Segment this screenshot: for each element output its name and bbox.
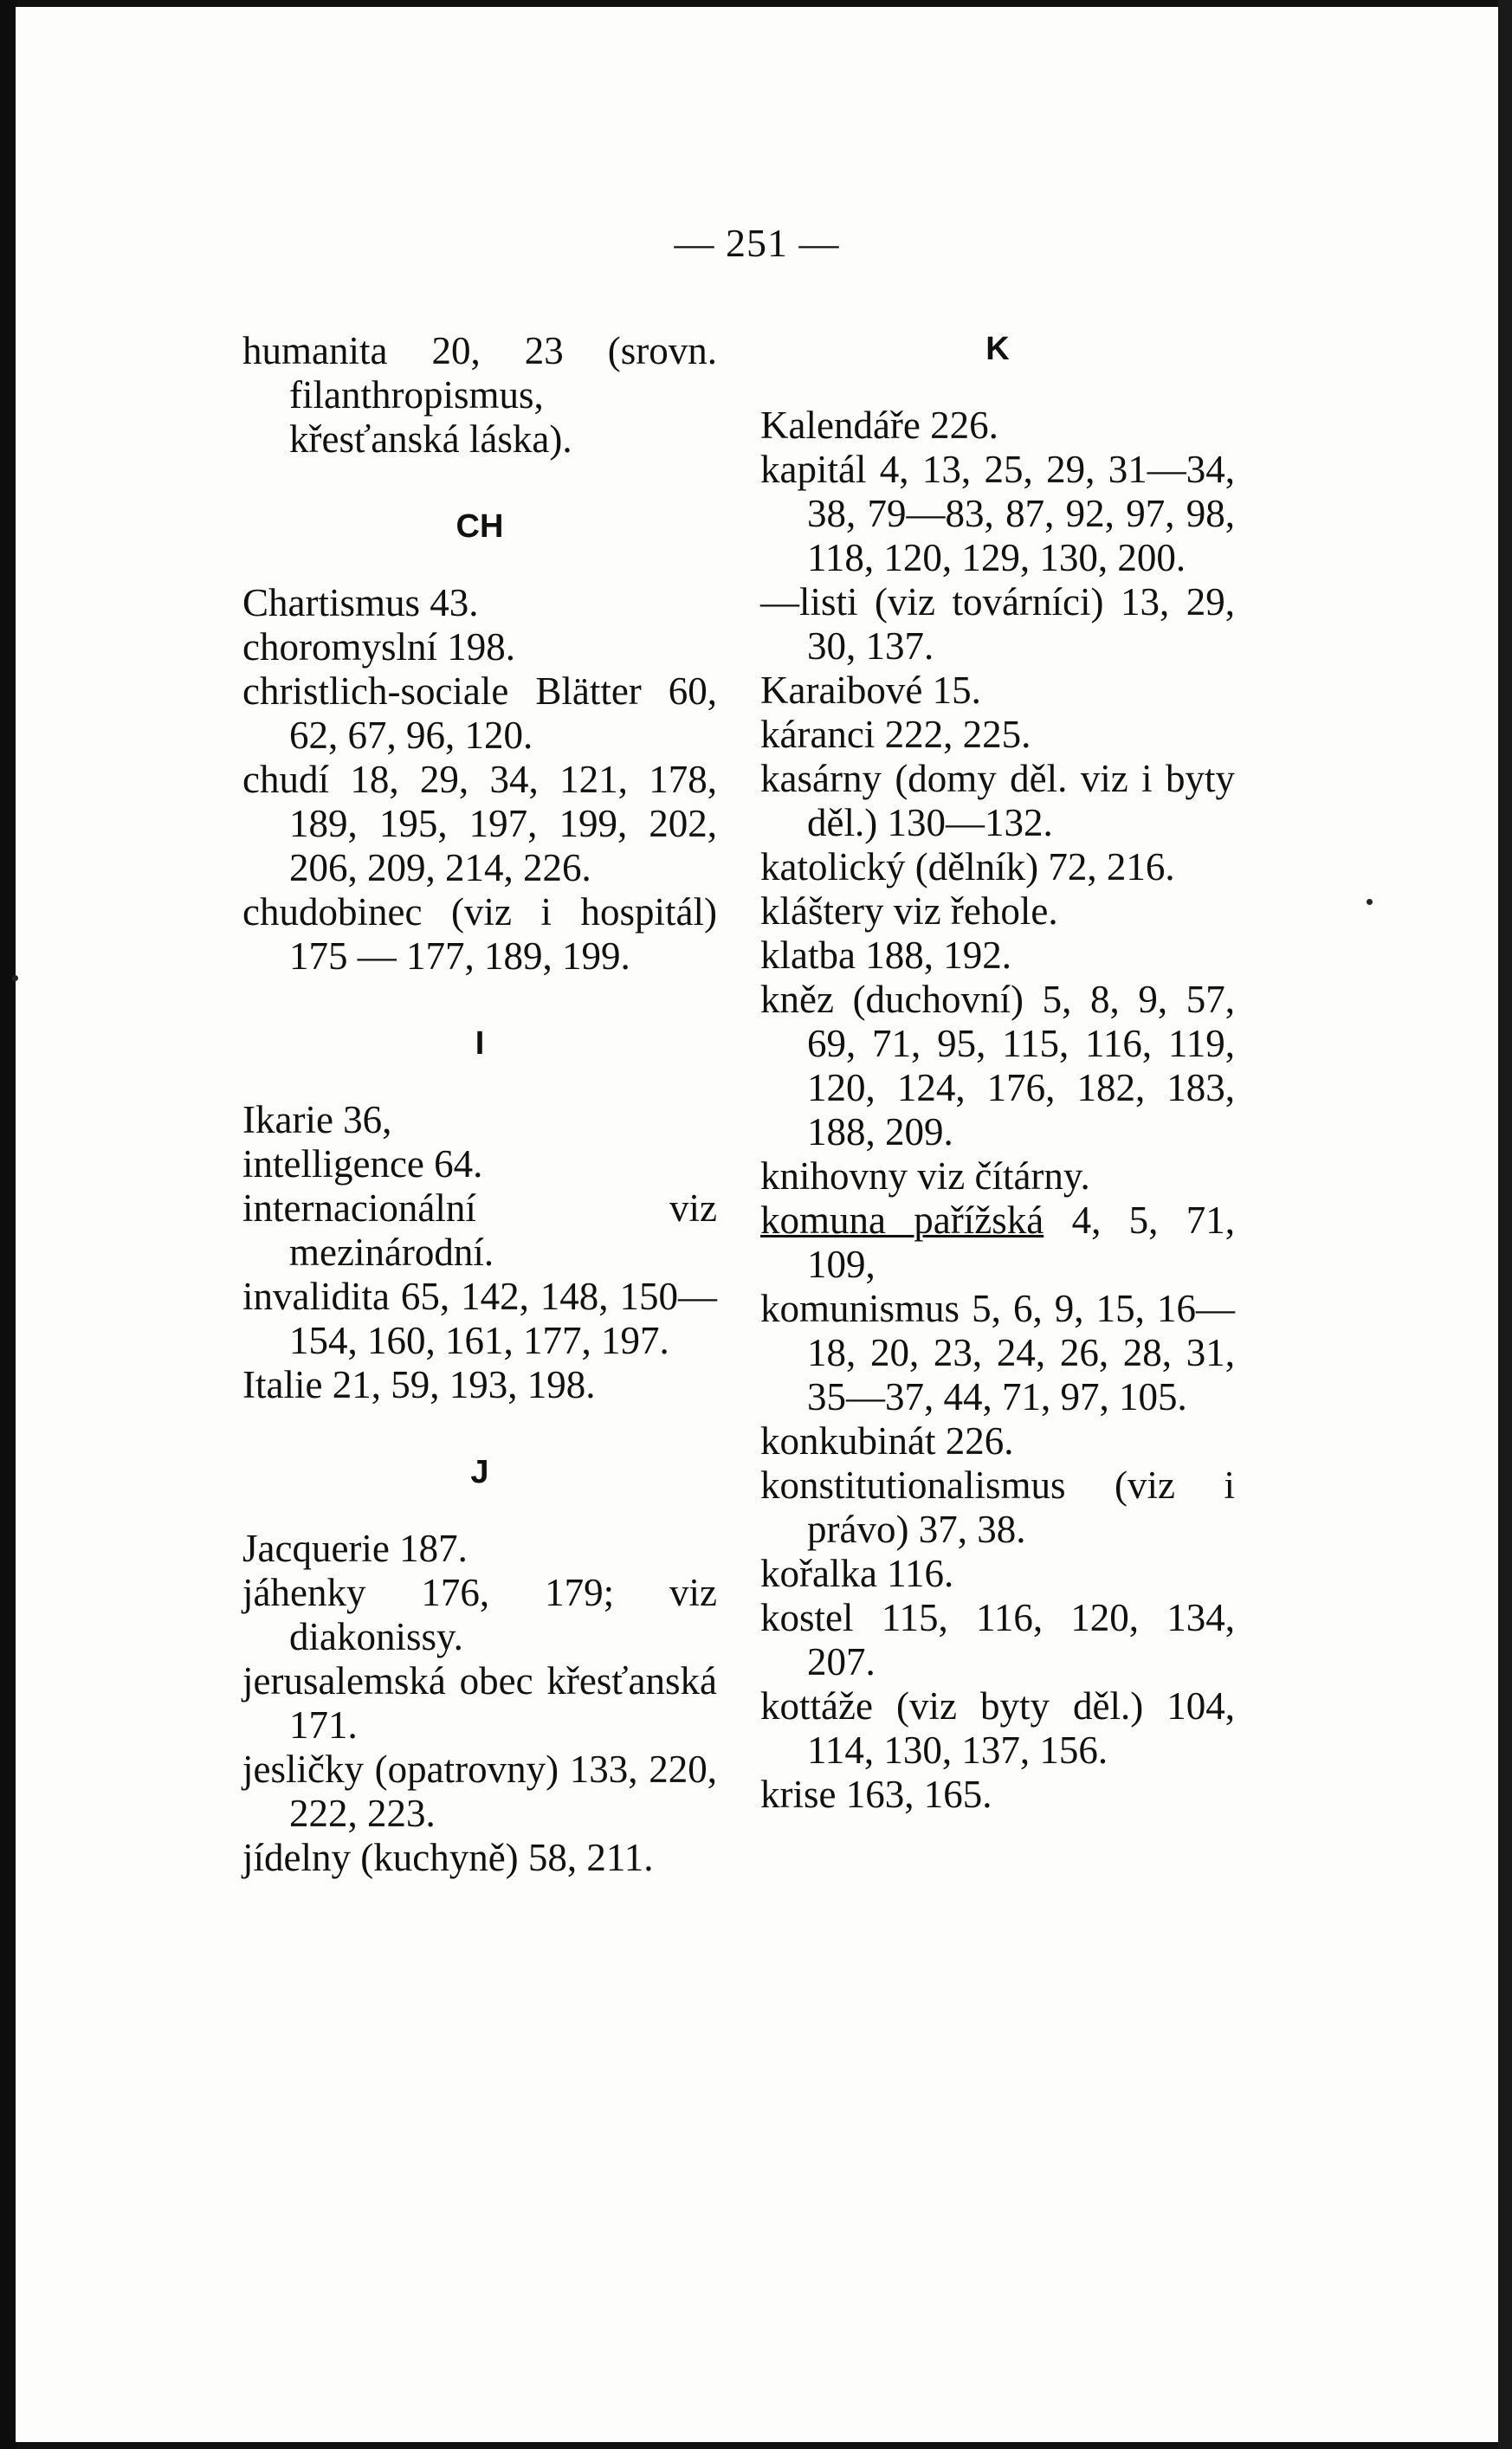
index-entry: kořalka 116. [760, 1552, 954, 1595]
index-entry: kostel 115, 116, 120, 134, 207. [760, 1596, 1235, 1683]
section-letter-heading: K [985, 331, 1010, 367]
index-entry: chudí 18, 29, 34, 121, 178, 189, 195, 197, 199, 202, 206, 209, 214, 226. [242, 758, 717, 889]
right-index-column [760, 329, 1235, 1817]
scan-right-edge [1498, 0, 1512, 2449]
index-entry: invalidita 65, 142, 148, 150—154, 160, 161, 177, 197. [242, 1275, 717, 1362]
index-entry: kapitál 4, 13, 25, 29, 31—34, 38, 79—83, 87, 92, 97, 98, 118, 120, 129, 130, 200. [760, 448, 1235, 579]
index-entry: krise 163, 165. [760, 1773, 992, 1816]
index-entry: Chartismus 43. [242, 581, 479, 624]
index-entry: Ikarie 36, [242, 1098, 392, 1141]
index-entry: klatba 188, 192. [760, 934, 1011, 977]
index-entry: chudobinec (viz i hospitál) 175 — 177, 189, 199. [242, 890, 717, 978]
index-entry: Jacquerie 187. [242, 1527, 468, 1570]
index-entry: kottáže (viz byty děl.) 104, 114, 130, 137, 156. [760, 1684, 1235, 1772]
scan-left-edge [0, 0, 17, 2449]
index-entry: knihovny viz čítárny. [760, 1154, 1090, 1198]
index-entry: káranci 222, 225. [760, 713, 1031, 756]
index-entry: kasárny (domy děl. viz i byty děl.) 130—132. [760, 757, 1235, 844]
index-entry: christlich-sociale Blätter 60, 62, 67, 96, 120. [242, 669, 717, 757]
index-entry: jáhenky 176, 179; viz diakonissy. [242, 1571, 717, 1658]
underlined-term: komuna pařížská [760, 1199, 1044, 1242]
page-number: — 251 — [674, 221, 840, 265]
index-entry: —listi (viz továrníci) 13, 29, 30, 137. [760, 580, 1235, 668]
entry-page-refs: 4, 5, 71, 109, [807, 1199, 1235, 1286]
index-entry: intelligence 64. [242, 1142, 483, 1186]
book-page [16, 7, 1498, 2442]
index-entry: jerusalemská obec křesťanská 171. [242, 1659, 717, 1747]
index-entry: Italie 21, 59, 193, 198. [242, 1363, 596, 1406]
section-letter-heading: J [470, 1454, 489, 1490]
index-entry: Karaibové 15. [760, 669, 981, 712]
index-entry: choromyslní 198. [242, 625, 515, 669]
index-entry: komunismus 5, 6, 9, 15, 16—18, 20, 23, 24, 26, 28, 31, 35—37, 44, 71, 97, 105. [760, 1287, 1235, 1418]
index-entry [760, 1199, 1235, 1287]
index-entry: internacionální viz mezinárodní. [242, 1186, 717, 1274]
index-entry: konstitutionalismus (viz i právo) 37, 38. [760, 1464, 1235, 1551]
index-entry: kněz (duchovní) 5, 8, 9, 57, 69, 71, 95, 115, 116, 119, 120, 124, 176, 182, 183, 188, 209. [760, 978, 1235, 1153]
index-entry: Kalendáře 226. [760, 404, 998, 447]
index-entry: jídelny (kuchyně) 58, 211. [242, 1836, 654, 1879]
index-entry: konkubinát 226. [760, 1419, 1014, 1463]
index-entry: jesličky (opatrovny) 133, 220, 222, 223. [242, 1748, 717, 1835]
index-entry: humanita 20, 23 (srovn. filanthropismus, křesťanská láska). [242, 329, 717, 461]
index-entry: katolický (dělník) 72, 216. [760, 845, 1175, 888]
index-entry: kláštery viz řehole. [760, 889, 1058, 933]
section-letter-heading: CH [456, 508, 504, 545]
scan-speck [12, 975, 18, 981]
scan-speck [1367, 899, 1373, 905]
section-letter-heading: I [475, 1025, 485, 1062]
left-index-column [242, 329, 717, 1880]
